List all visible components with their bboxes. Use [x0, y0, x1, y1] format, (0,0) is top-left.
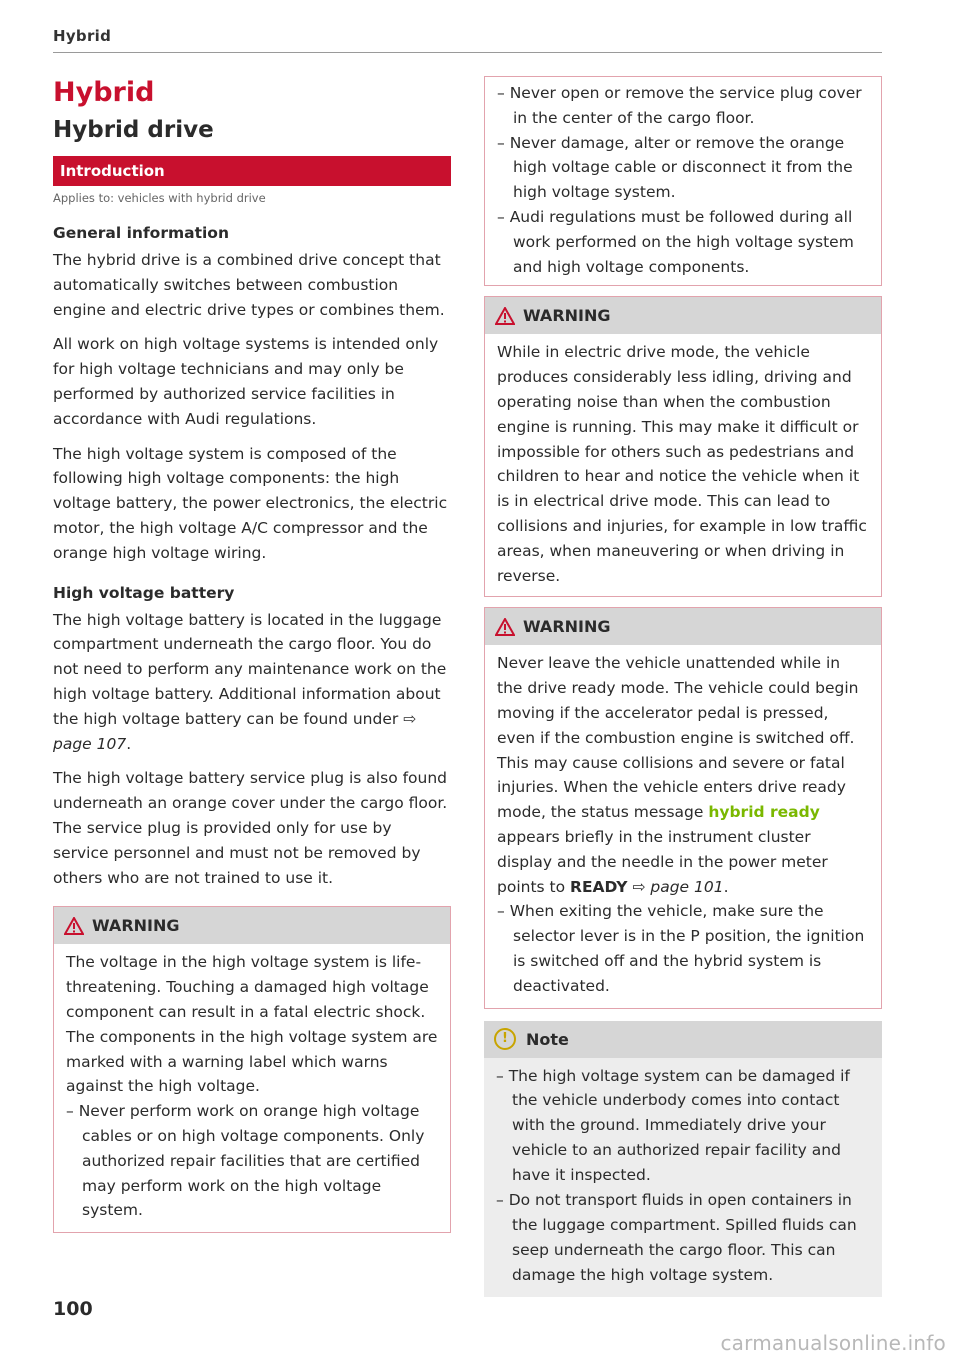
list-item: – The high voltage system can be damaged if the vehicle underbody comes into contact with the ground. Immediately drive your vehicle to an authorized repair facility and have it inspected.	[496, 1064, 870, 1188]
warning-body	[54, 944, 450, 1232]
running-head: Hybrid	[53, 27, 112, 45]
warning-title: WARNING	[92, 916, 180, 936]
warning-list	[497, 899, 869, 998]
page-107-link[interactable]: ⇨ page 107	[53, 709, 417, 753]
paragraph-battery-location: The high voltage battery is located in the luggage compartment underneath the cargo floor. You do not need to perform any maintenance work on the high voltage battery. Additional information about the high voltage battery can be found under ⇨ page 107.	[53, 610, 447, 753]
warning-triangle-icon	[495, 307, 515, 325]
warning-triangle-icon	[64, 917, 84, 935]
warning-header	[485, 608, 881, 645]
list-item: – Never open or remove the service plug cover in the center of the cargo floor.	[497, 81, 869, 131]
warning-title: WARNING	[523, 617, 611, 637]
continued-list	[497, 81, 869, 279]
site-watermark: carmanualsonline.info	[720, 1331, 946, 1355]
ready-label: READY	[570, 877, 628, 896]
note-body	[484, 1058, 882, 1297]
note-list	[496, 1064, 870, 1288]
general-information-heading: General information	[53, 224, 229, 242]
warning-header	[54, 907, 450, 944]
chapter-title: Hybrid	[53, 77, 155, 108]
warning-body	[485, 645, 881, 1007]
warning-text: The voltage in the high voltage system is life-threatening. Touching a damaged high voltage component can result in a fatal electric shock. The components in the high voltage system are marked with a warning label which warns against the high voltage.	[66, 953, 438, 1096]
page-101-link[interactable]: ⇨ page 101	[632, 877, 724, 896]
warning-box-continued	[484, 76, 882, 286]
list-item: – Never perform work on orange high voltage cables or on high voltage components. Only authorized repair facilities that are certified may perform work on the high voltage system.	[66, 1099, 438, 1223]
hybrid-ready-message: hybrid ready	[708, 803, 820, 822]
list-item: – Do not transport fluids in open containers in the luggage compartment. Spilled fluids can seep underneath the cargo floor. This can damage the high voltage system.	[496, 1188, 870, 1287]
battery-location-text: The high voltage battery is located in the luggage compartment underneath the cargo floor. You do not need to perform any maintenance work on the high voltage battery. Additional information about the high voltage battery can be found under	[53, 610, 447, 728]
warning-box-high-voltage	[53, 906, 451, 1233]
list-item: – Audi regulations must be followed during all work performed on the high voltage system and high voltage components.	[497, 205, 869, 279]
high-voltage-battery-heading: High voltage battery	[53, 583, 235, 602]
introduction-bar: Introduction	[53, 156, 451, 186]
drive-ready-text-b: appears briefly in the instrument cluster display and the needle in the power meter points to	[497, 827, 828, 896]
applies-to-note: Applies to: vehicles with hybrid drive	[53, 191, 266, 205]
paragraph-hybrid-concept: The hybrid drive is a combined drive concept that automatically switches between combustion engine and electric drive types or combines them.	[53, 251, 445, 319]
drive-ready-text-a: Never leave the vehicle unattended while in the drive ready mode. The vehicle could begin moving if the accelerator pedal is pressed, even if the combustion engine is switched off. This may cause collisions and severe or fatal injuries. When the vehicle enters drive ready mode, the status message	[497, 654, 859, 822]
warning-list	[66, 1099, 438, 1223]
warning-body	[485, 334, 881, 596]
left-column	[53, 72, 451, 1233]
warning-box-drive-ready	[484, 607, 882, 1008]
warning-text: Never leave the vehicle unattended while in the drive ready mode. The vehicle could begin moving if the accelerator pedal is pressed, even if the combustion engine is switched off. This may cause collisions and severe or fatal injuries. When the vehicle enters drive ready mode, the status message hybrid ready appears briefly in the instrument cluster display and the needle in the power meter points to READY ⇨ page 101.	[497, 654, 859, 896]
note-box	[484, 1021, 882, 1297]
warning-box-electric-noise	[484, 296, 882, 597]
right-column	[484, 76, 882, 1297]
warning-triangle-icon	[495, 618, 515, 636]
page-number: 100	[53, 1298, 93, 1320]
section-title: Hybrid drive	[53, 117, 214, 143]
paragraph-service-plug: The high voltage battery service plug is also found underneath an orange cover under the cargo floor. The service plug is provided only for use by service personnel and must not be removed by others who are not trained to use it.	[53, 769, 448, 887]
warning-header	[485, 297, 881, 334]
note-header	[484, 1021, 882, 1058]
warning-title: WARNING	[523, 306, 611, 326]
paragraph-components: The high voltage system is composed of the following high voltage components: the high voltage battery, the power electronics, the electric motor, the high voltage A/C compressor and the orange high voltage wiring.	[53, 444, 448, 562]
list-item: – Never damage, alter or remove the orange high voltage cable or disconnect it from the high voltage system.	[497, 131, 869, 205]
note-title: Note	[526, 1029, 569, 1049]
header-rule	[53, 52, 882, 53]
paragraph-technicians: All work on high voltage systems is intended only for high voltage technicians and may only be performed by authorized service facilities in accordance with Audi regulations.	[53, 335, 439, 428]
list-item: – When exiting the vehicle, make sure the selector lever is in the P position, the ignition is switched off and the hybrid system is deactivated.	[497, 899, 869, 998]
warning-text: While in electric drive mode, the vehicle produces considerably less idling, driving and operating noise than when the combustion engine is running. This may make it difficult or impossible for others such as pedestrians and children to hear and notice the vehicle when it is in electrical drive mode. This can lead to collisions and injuries, for example in low traffic areas, when maneuvering or when driving in reverse.	[497, 343, 867, 585]
info-exclamation-icon: !	[494, 1028, 516, 1050]
